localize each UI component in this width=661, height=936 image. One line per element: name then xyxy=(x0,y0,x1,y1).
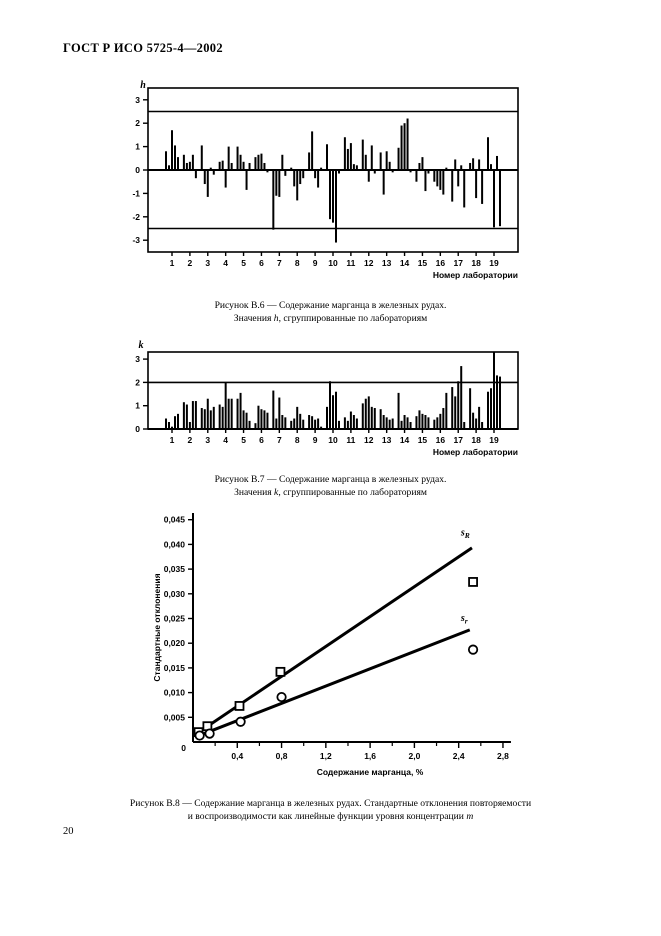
bar xyxy=(496,156,498,170)
bar xyxy=(329,170,331,219)
bar xyxy=(415,170,417,182)
bar xyxy=(347,149,349,170)
bar xyxy=(231,399,233,429)
y-tick-label: 0,040 xyxy=(163,539,185,550)
bar xyxy=(228,399,230,429)
bar xyxy=(257,155,259,170)
x-tick-label: 1,2 xyxy=(319,751,332,761)
bar xyxy=(392,419,394,429)
bar xyxy=(263,410,265,429)
bar xyxy=(451,387,453,429)
bar xyxy=(296,407,298,429)
x-tick-label: 18 xyxy=(471,435,481,445)
bar xyxy=(183,402,185,429)
x-tick-label: 14 xyxy=(399,258,410,268)
bar xyxy=(353,415,355,429)
document-header: ГОСТ Р ИСО 5725-4—2002 xyxy=(63,41,223,55)
bar xyxy=(290,421,292,429)
bar xyxy=(478,407,480,429)
bar xyxy=(365,155,367,170)
bar xyxy=(371,145,373,170)
x-tick-label: 1 xyxy=(169,258,175,268)
circle-marker xyxy=(195,731,203,739)
bar xyxy=(490,388,492,429)
bar xyxy=(204,170,206,184)
x-tick-label: 2 xyxy=(187,258,193,268)
x-tick-label: 2 xyxy=(187,435,193,445)
bar xyxy=(392,170,394,172)
square-marker xyxy=(235,702,243,710)
bar xyxy=(433,420,435,429)
x-tick-label: 4 xyxy=(223,258,229,268)
bar xyxy=(237,399,239,429)
x-axis-title: Номер лаборатории xyxy=(432,270,518,280)
bar xyxy=(496,375,498,429)
y-tick-label: 0,035 xyxy=(163,564,185,575)
circle-marker xyxy=(277,693,285,701)
bar xyxy=(314,170,316,178)
bar xyxy=(177,414,179,429)
bar xyxy=(225,382,227,429)
bar xyxy=(165,419,167,429)
bar xyxy=(344,417,346,429)
bar xyxy=(168,165,170,170)
bar xyxy=(260,409,262,429)
y-tick-label: -3 xyxy=(132,235,140,246)
x-axis-title: Номер лаборатории xyxy=(432,447,518,457)
bar xyxy=(424,415,426,429)
caption-b6-variable: h xyxy=(273,313,279,324)
bar xyxy=(463,170,465,207)
bar xyxy=(332,170,334,223)
bar xyxy=(365,399,367,429)
bar xyxy=(442,408,444,429)
square-marker xyxy=(469,578,477,586)
bar xyxy=(463,422,465,429)
bar xyxy=(433,170,435,182)
bar xyxy=(240,155,242,170)
caption-b7-line2: Значения k, сгруппированные по лабораториям xyxy=(234,487,427,498)
x-tick-label: 2,4 xyxy=(452,751,465,761)
bar xyxy=(475,419,477,429)
bar xyxy=(222,407,224,429)
y-tick-label: 1 xyxy=(135,141,140,152)
x-tick-label: 15 xyxy=(417,258,428,268)
bar xyxy=(454,396,456,429)
bar xyxy=(362,403,364,429)
y-tick-label: 0,015 xyxy=(163,662,185,673)
x-tick-label: 16 xyxy=(435,258,446,268)
bar xyxy=(186,405,188,429)
bar xyxy=(219,162,221,170)
bar xyxy=(469,388,471,429)
bar xyxy=(383,170,385,195)
figure-b8-scatter-chart xyxy=(140,505,570,805)
bar xyxy=(418,163,420,170)
bar xyxy=(189,422,191,429)
bar xyxy=(454,159,456,170)
x-tick-label: 9 xyxy=(312,435,318,445)
x-tick-label: 19 xyxy=(489,435,499,445)
y-tick-label: 0,025 xyxy=(163,613,185,624)
x-tick-label: 8 xyxy=(294,435,300,445)
x-tick-label: 17 xyxy=(453,258,463,268)
caption-b6-line2: Значения h, сгруппированные по лабораториям xyxy=(233,313,428,324)
bar xyxy=(317,419,319,429)
bar xyxy=(210,410,212,429)
bar xyxy=(457,381,459,429)
bar xyxy=(418,410,420,429)
origin-label: 0 xyxy=(181,743,186,753)
bar xyxy=(272,170,274,230)
line-label-sR: $s_R$ xyxy=(460,527,470,541)
bar xyxy=(278,398,280,429)
figure-b6-h-chart xyxy=(130,80,530,295)
bar xyxy=(386,417,388,429)
bar xyxy=(228,147,230,170)
bar xyxy=(299,414,301,429)
bar xyxy=(171,130,173,170)
bar xyxy=(278,170,280,197)
x-tick-label: 2,8 xyxy=(497,751,509,761)
bar xyxy=(368,170,370,182)
bar xyxy=(320,168,322,170)
bar xyxy=(481,422,483,429)
y-tick-label: 1 xyxy=(135,400,140,411)
bar xyxy=(168,422,170,429)
bar xyxy=(326,407,328,429)
bar xyxy=(398,148,400,170)
y-axis-variable-label: k xyxy=(138,340,144,351)
x-tick-label: 0,4 xyxy=(231,751,244,761)
bar xyxy=(421,157,423,170)
bar xyxy=(401,126,403,170)
bar xyxy=(404,415,406,429)
bar xyxy=(189,162,191,170)
bar xyxy=(308,152,310,170)
caption-b8-variable: m xyxy=(466,811,474,822)
bar xyxy=(490,164,492,170)
bar xyxy=(284,417,286,429)
bar xyxy=(374,408,376,429)
x-tick-label: 6 xyxy=(259,258,264,268)
bar xyxy=(356,419,358,429)
bar xyxy=(201,408,203,429)
bar xyxy=(487,137,489,170)
caption-b8-line1: Рисунок В.8 — Содержание марганца в железных рудах. Стандартные отклонения повторяемости xyxy=(129,798,532,809)
bar xyxy=(266,170,268,172)
bar xyxy=(421,414,423,429)
bar xyxy=(442,170,444,195)
bar xyxy=(380,152,382,170)
x-tick-label: 3 xyxy=(205,435,211,445)
caption-b8-line2: и воспроизводимости как линейные функции уровня концентрации m xyxy=(187,811,474,822)
x-tick-label: 8 xyxy=(294,258,300,268)
circle-marker xyxy=(469,645,477,653)
bar xyxy=(335,170,337,243)
bar xyxy=(240,393,242,429)
bar xyxy=(293,419,295,429)
bar xyxy=(213,407,215,429)
x-tick-label: 5 xyxy=(241,258,246,268)
bar xyxy=(246,170,248,190)
x-tick-label: 19 xyxy=(489,258,499,268)
x-tick-label: 9 xyxy=(312,258,318,268)
bar xyxy=(374,170,376,174)
y-tick-label: 2 xyxy=(135,118,140,129)
bar xyxy=(368,396,370,429)
caption-b7-variable: k xyxy=(274,487,279,498)
y-tick-label: 0,045 xyxy=(163,514,185,525)
line-label-sr: $s_r$ xyxy=(460,612,468,626)
y-tick-label: 2 xyxy=(135,377,140,388)
bar xyxy=(427,417,429,429)
bar xyxy=(249,163,251,170)
bar xyxy=(290,168,292,170)
y-tick-label: 0,005 xyxy=(163,712,185,723)
bar xyxy=(460,165,462,170)
bar xyxy=(219,405,221,429)
x-tick-label: 16 xyxy=(435,435,446,445)
x-tick-label: 13 xyxy=(381,258,392,268)
bar xyxy=(439,414,441,429)
bar xyxy=(335,392,337,429)
bar xyxy=(436,170,438,186)
bar xyxy=(347,421,349,429)
bar xyxy=(186,163,188,170)
bar xyxy=(445,393,447,429)
caption-b6-line1: Рисунок В.6 — Содержание марганца в железных рудах. xyxy=(214,300,447,311)
x-tick-label: 5 xyxy=(241,435,246,445)
circle-marker xyxy=(205,729,213,737)
x-tick-label: 13 xyxy=(381,435,392,445)
bar xyxy=(410,170,412,172)
bar xyxy=(457,170,459,186)
y-tick-label: 0 xyxy=(135,424,140,434)
bar xyxy=(275,419,277,429)
bar xyxy=(201,145,203,170)
square-marker xyxy=(276,668,284,676)
bar xyxy=(398,393,400,429)
bar xyxy=(213,170,215,175)
bar xyxy=(281,155,283,170)
bar xyxy=(475,170,477,198)
bar xyxy=(332,395,334,429)
bar xyxy=(478,159,480,170)
caption-figure-b7 xyxy=(20,473,641,499)
bar xyxy=(308,415,310,429)
bar xyxy=(222,161,224,170)
bar xyxy=(246,413,248,429)
x-tick-label: 14 xyxy=(399,435,410,445)
bar xyxy=(472,158,474,170)
bar xyxy=(493,352,495,429)
bar xyxy=(243,162,245,170)
bar xyxy=(311,416,313,429)
bar xyxy=(195,401,197,429)
y-axis-variable-label: h xyxy=(140,80,146,91)
y-tick-label: 3 xyxy=(135,354,140,365)
bar xyxy=(249,421,251,429)
bar xyxy=(174,416,176,429)
x-tick-label: 7 xyxy=(276,435,282,445)
bar xyxy=(299,170,301,184)
x-tick-label: 1 xyxy=(169,435,175,445)
x-tick-label: 12 xyxy=(364,258,374,268)
bar xyxy=(195,170,197,178)
y-tick-label: 0 xyxy=(135,165,140,175)
bar xyxy=(499,377,501,429)
bar xyxy=(284,170,286,176)
bar xyxy=(225,170,227,188)
x-tick-label: 3 xyxy=(205,258,211,268)
bar xyxy=(439,170,441,190)
bar xyxy=(460,366,462,429)
y-tick-label: 0,010 xyxy=(163,687,185,698)
bar xyxy=(263,163,265,170)
bar xyxy=(472,413,474,429)
bar xyxy=(356,165,358,170)
bar xyxy=(350,412,352,429)
x-tick-label: 0,8 xyxy=(275,751,288,761)
x-axis-title: Содержание марганца, % xyxy=(316,767,424,777)
x-tick-label: 10 xyxy=(328,258,338,268)
bar xyxy=(254,157,256,170)
bar xyxy=(451,170,453,202)
bar xyxy=(380,409,382,429)
bar xyxy=(424,170,426,191)
bar xyxy=(302,420,304,429)
x-tick-label: 18 xyxy=(471,258,481,268)
bar xyxy=(177,157,179,170)
bar xyxy=(350,143,352,170)
x-tick-label: 6 xyxy=(259,435,264,445)
caption-figure-b6 xyxy=(20,299,641,325)
bar xyxy=(389,420,391,429)
bar xyxy=(353,164,355,170)
bar xyxy=(410,422,412,429)
bar xyxy=(260,154,262,170)
bar xyxy=(469,163,471,170)
x-tick-label: 11 xyxy=(346,258,356,268)
y-tick-label: -2 xyxy=(132,211,140,222)
bar xyxy=(326,144,328,170)
bar xyxy=(445,168,447,170)
x-tick-label: 10 xyxy=(328,435,338,445)
bar xyxy=(401,421,403,429)
bar xyxy=(493,170,495,227)
caption-b7-line1: Рисунок В.7 — Содержание марганца в железных рудах. xyxy=(214,474,447,485)
y-tick-label: 3 xyxy=(135,94,140,105)
caption-figure-b8 xyxy=(20,797,641,823)
y-tick-label: 0,030 xyxy=(163,588,185,599)
y-axis-title: Стандартные отклонения xyxy=(152,573,162,682)
bar xyxy=(165,151,167,170)
bar xyxy=(296,170,298,200)
bar xyxy=(275,170,277,196)
bar xyxy=(311,131,313,170)
bar xyxy=(487,392,489,429)
x-tick-label: 17 xyxy=(453,435,463,445)
bar xyxy=(344,137,346,170)
bar xyxy=(192,401,194,429)
bar xyxy=(302,170,304,178)
x-tick-label: 4 xyxy=(223,435,229,445)
x-tick-label: 11 xyxy=(346,435,356,445)
bar xyxy=(192,155,194,170)
bar xyxy=(499,170,501,226)
bar xyxy=(266,413,268,429)
bar xyxy=(314,420,316,429)
bar xyxy=(204,409,206,429)
y-tick-label: -1 xyxy=(132,188,140,199)
bar xyxy=(243,410,245,429)
bar xyxy=(207,399,209,429)
x-tick-label: 2,0 xyxy=(408,751,421,761)
bar xyxy=(329,381,331,429)
bar xyxy=(237,147,239,170)
x-tick-label: 7 xyxy=(276,258,282,268)
x-tick-label: 1,6 xyxy=(364,751,377,761)
bar xyxy=(371,407,373,429)
bar xyxy=(210,168,212,170)
bar xyxy=(174,145,176,170)
bar xyxy=(362,140,364,170)
bar xyxy=(407,417,409,429)
bar xyxy=(404,123,406,170)
page-number: 20 xyxy=(63,826,74,837)
bar xyxy=(231,163,233,170)
figure-b7-k-chart xyxy=(130,338,530,468)
bar xyxy=(338,421,340,429)
bar xyxy=(317,170,319,188)
bar xyxy=(338,170,340,174)
circle-marker xyxy=(236,718,244,726)
bar xyxy=(293,170,295,186)
bar xyxy=(389,162,391,170)
bar xyxy=(481,170,483,204)
bar xyxy=(415,416,417,429)
bar xyxy=(272,391,274,429)
x-tick-label: 12 xyxy=(364,435,374,445)
bar xyxy=(281,415,283,429)
bar xyxy=(407,119,409,170)
y-tick-label: 0,020 xyxy=(163,638,185,649)
bar xyxy=(257,406,259,429)
bar xyxy=(207,170,209,197)
bar xyxy=(427,170,429,174)
bar xyxy=(436,417,438,429)
bar xyxy=(386,151,388,170)
bar xyxy=(383,415,385,429)
x-tick-label: 15 xyxy=(417,435,428,445)
bar xyxy=(183,155,185,170)
